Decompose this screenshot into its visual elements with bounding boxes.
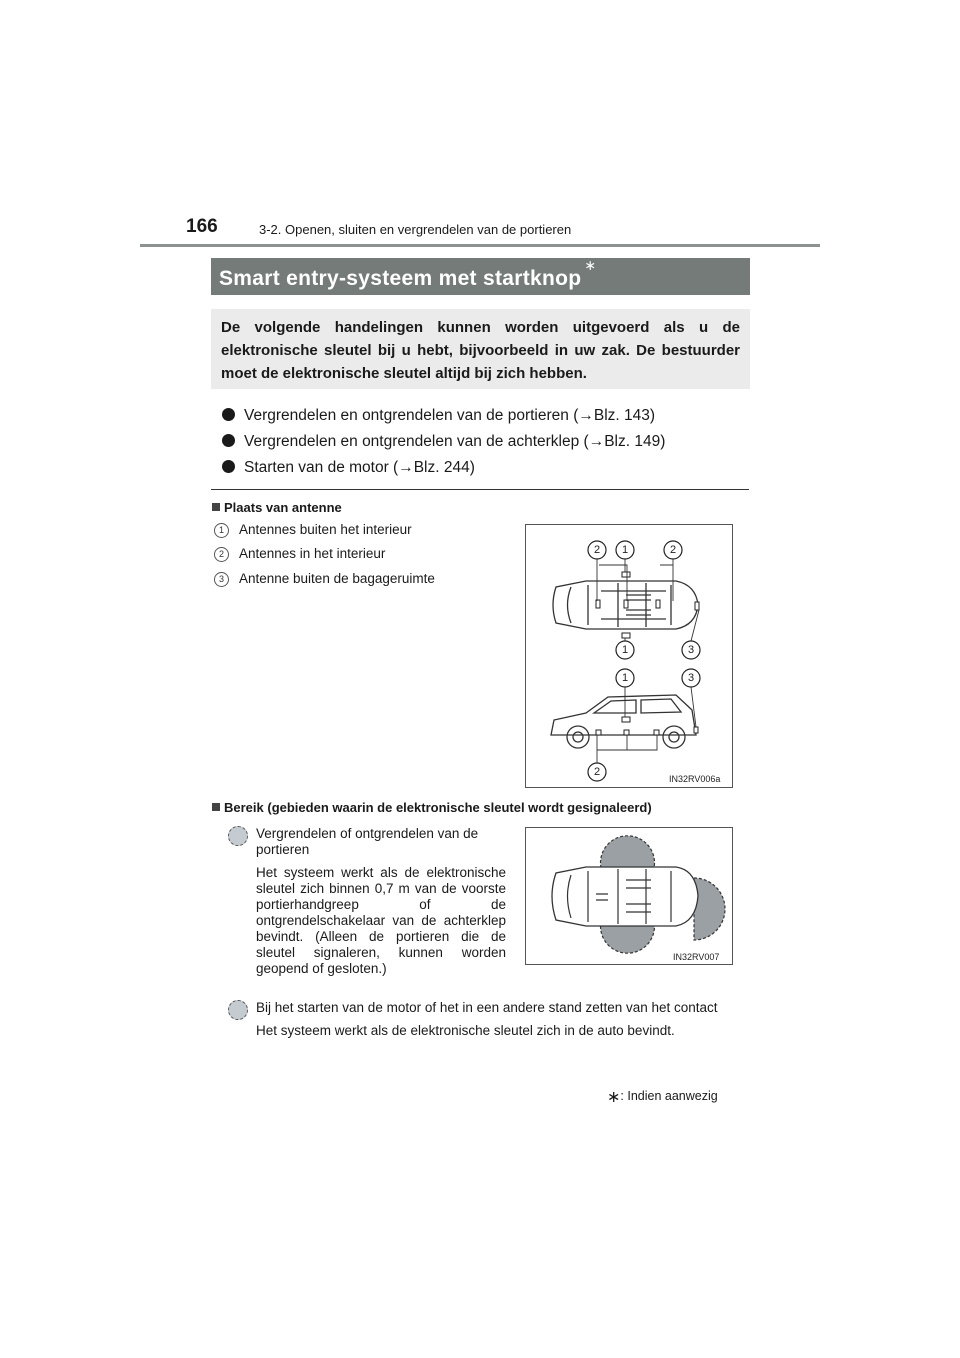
section-divider [211, 489, 749, 490]
footnote [607, 1087, 718, 1107]
range-heading-text: Bereik (gebieden waarin de elektronische sleutel wordt gesignaleerd) [224, 800, 652, 815]
dashed-circle-icon [228, 1000, 248, 1020]
page-title-bar [211, 258, 750, 295]
bullet-text: Vergrendelen en ontgrendelen van de achterklep (→Blz. 149) [244, 433, 666, 450]
range-figure [525, 827, 733, 965]
dashed-circle-icon [228, 826, 248, 846]
optional-mark: ∗ [584, 257, 597, 273]
callout-label: 2 [669, 544, 677, 556]
bullet-text: Vergrendelen en ontgrendelen van de portieren (→Blz. 143) [244, 407, 656, 424]
antenna-heading-text: Plaats van antenne [224, 500, 342, 515]
square-bullet-icon [212, 503, 220, 511]
bullet-dot-icon [222, 460, 235, 473]
range-item-doors [256, 826, 506, 977]
square-bullet-icon [212, 803, 220, 811]
callout-label: 1 [621, 672, 629, 684]
callout-label: 3 [687, 672, 695, 684]
figure-id: IN32RV007 [673, 952, 720, 962]
antenna-item [214, 546, 385, 562]
range-item-body: Het systeem werkt als de elektronische sleutel zich binnen 0,7 m van de voorste portierhandgreep of de ontgrendelschakelaar van de achterklep bevindt. (Alleen de portieren die de sleutel signaleren, kunnen worden geopend of gesloten.) [256, 865, 506, 976]
antenna-figure [525, 524, 733, 788]
bullet-dot-icon [222, 408, 235, 421]
footnote-text: : Indien aanwezig [620, 1089, 718, 1103]
number-circle-icon: 3 [214, 572, 229, 587]
antenna-item-label: Antennes buiten het interieur [239, 522, 412, 537]
callout-label: 2 [593, 766, 601, 778]
bullet-text: Starten van de motor (→Blz. 244) [244, 459, 475, 476]
bullet-item [222, 407, 655, 425]
detection-range-diagram [526, 828, 732, 964]
bullet-dot-icon [222, 434, 235, 447]
intro-text: De volgende handelingen kunnen worden uitgevoerd als u de elektronische sleutel bij u hebt, bijvoorbeeld in uw zak. De bestuurder moet de elektronische sleutel altijd bij zich hebben. [221, 319, 740, 382]
callout-label: 3 [687, 644, 695, 656]
antenna-item [214, 571, 435, 587]
figure-id: IN32RV006a [669, 774, 721, 784]
page-title-text: Smart entry-systeem met startknop [219, 267, 582, 290]
page-number: 166 [186, 216, 218, 237]
callout-label: 1 [621, 644, 629, 656]
intro-box [211, 309, 750, 389]
range-item-title: Bij het starten van de motor of het in een andere stand zetten van het contact [256, 1000, 718, 1015]
range-item-engine [256, 1000, 746, 1039]
callout-label: 1 [621, 544, 629, 556]
bullet-item [222, 433, 665, 451]
number-circle-icon: 1 [214, 523, 229, 538]
range-door-icon [228, 826, 248, 851]
range-heading [212, 800, 652, 815]
range-engine-icon [228, 1000, 248, 1025]
section-title: 3-2. Openen, sluiten en vergrendelen van de portieren [259, 222, 572, 237]
car-antenna-diagram [526, 525, 732, 787]
antenna-item [214, 522, 412, 538]
bullet-item [222, 459, 475, 477]
antenna-item-label: Antennes in het interieur [239, 546, 386, 561]
footnote-mark: ∗ [607, 1089, 621, 1106]
page-title [219, 257, 597, 291]
number-circle-icon: 2 [214, 547, 229, 562]
range-item-body: Het systeem werkt als de elektronische sleutel zich in de auto bevindt. [256, 1023, 675, 1038]
antenna-heading [212, 500, 342, 515]
range-item-title: Vergrendelen of ontgrendelen van de portieren [256, 826, 479, 857]
header-divider [140, 244, 820, 247]
antenna-item-label: Antenne buiten de bagageruimte [239, 571, 435, 586]
callout-label: 2 [593, 544, 601, 556]
